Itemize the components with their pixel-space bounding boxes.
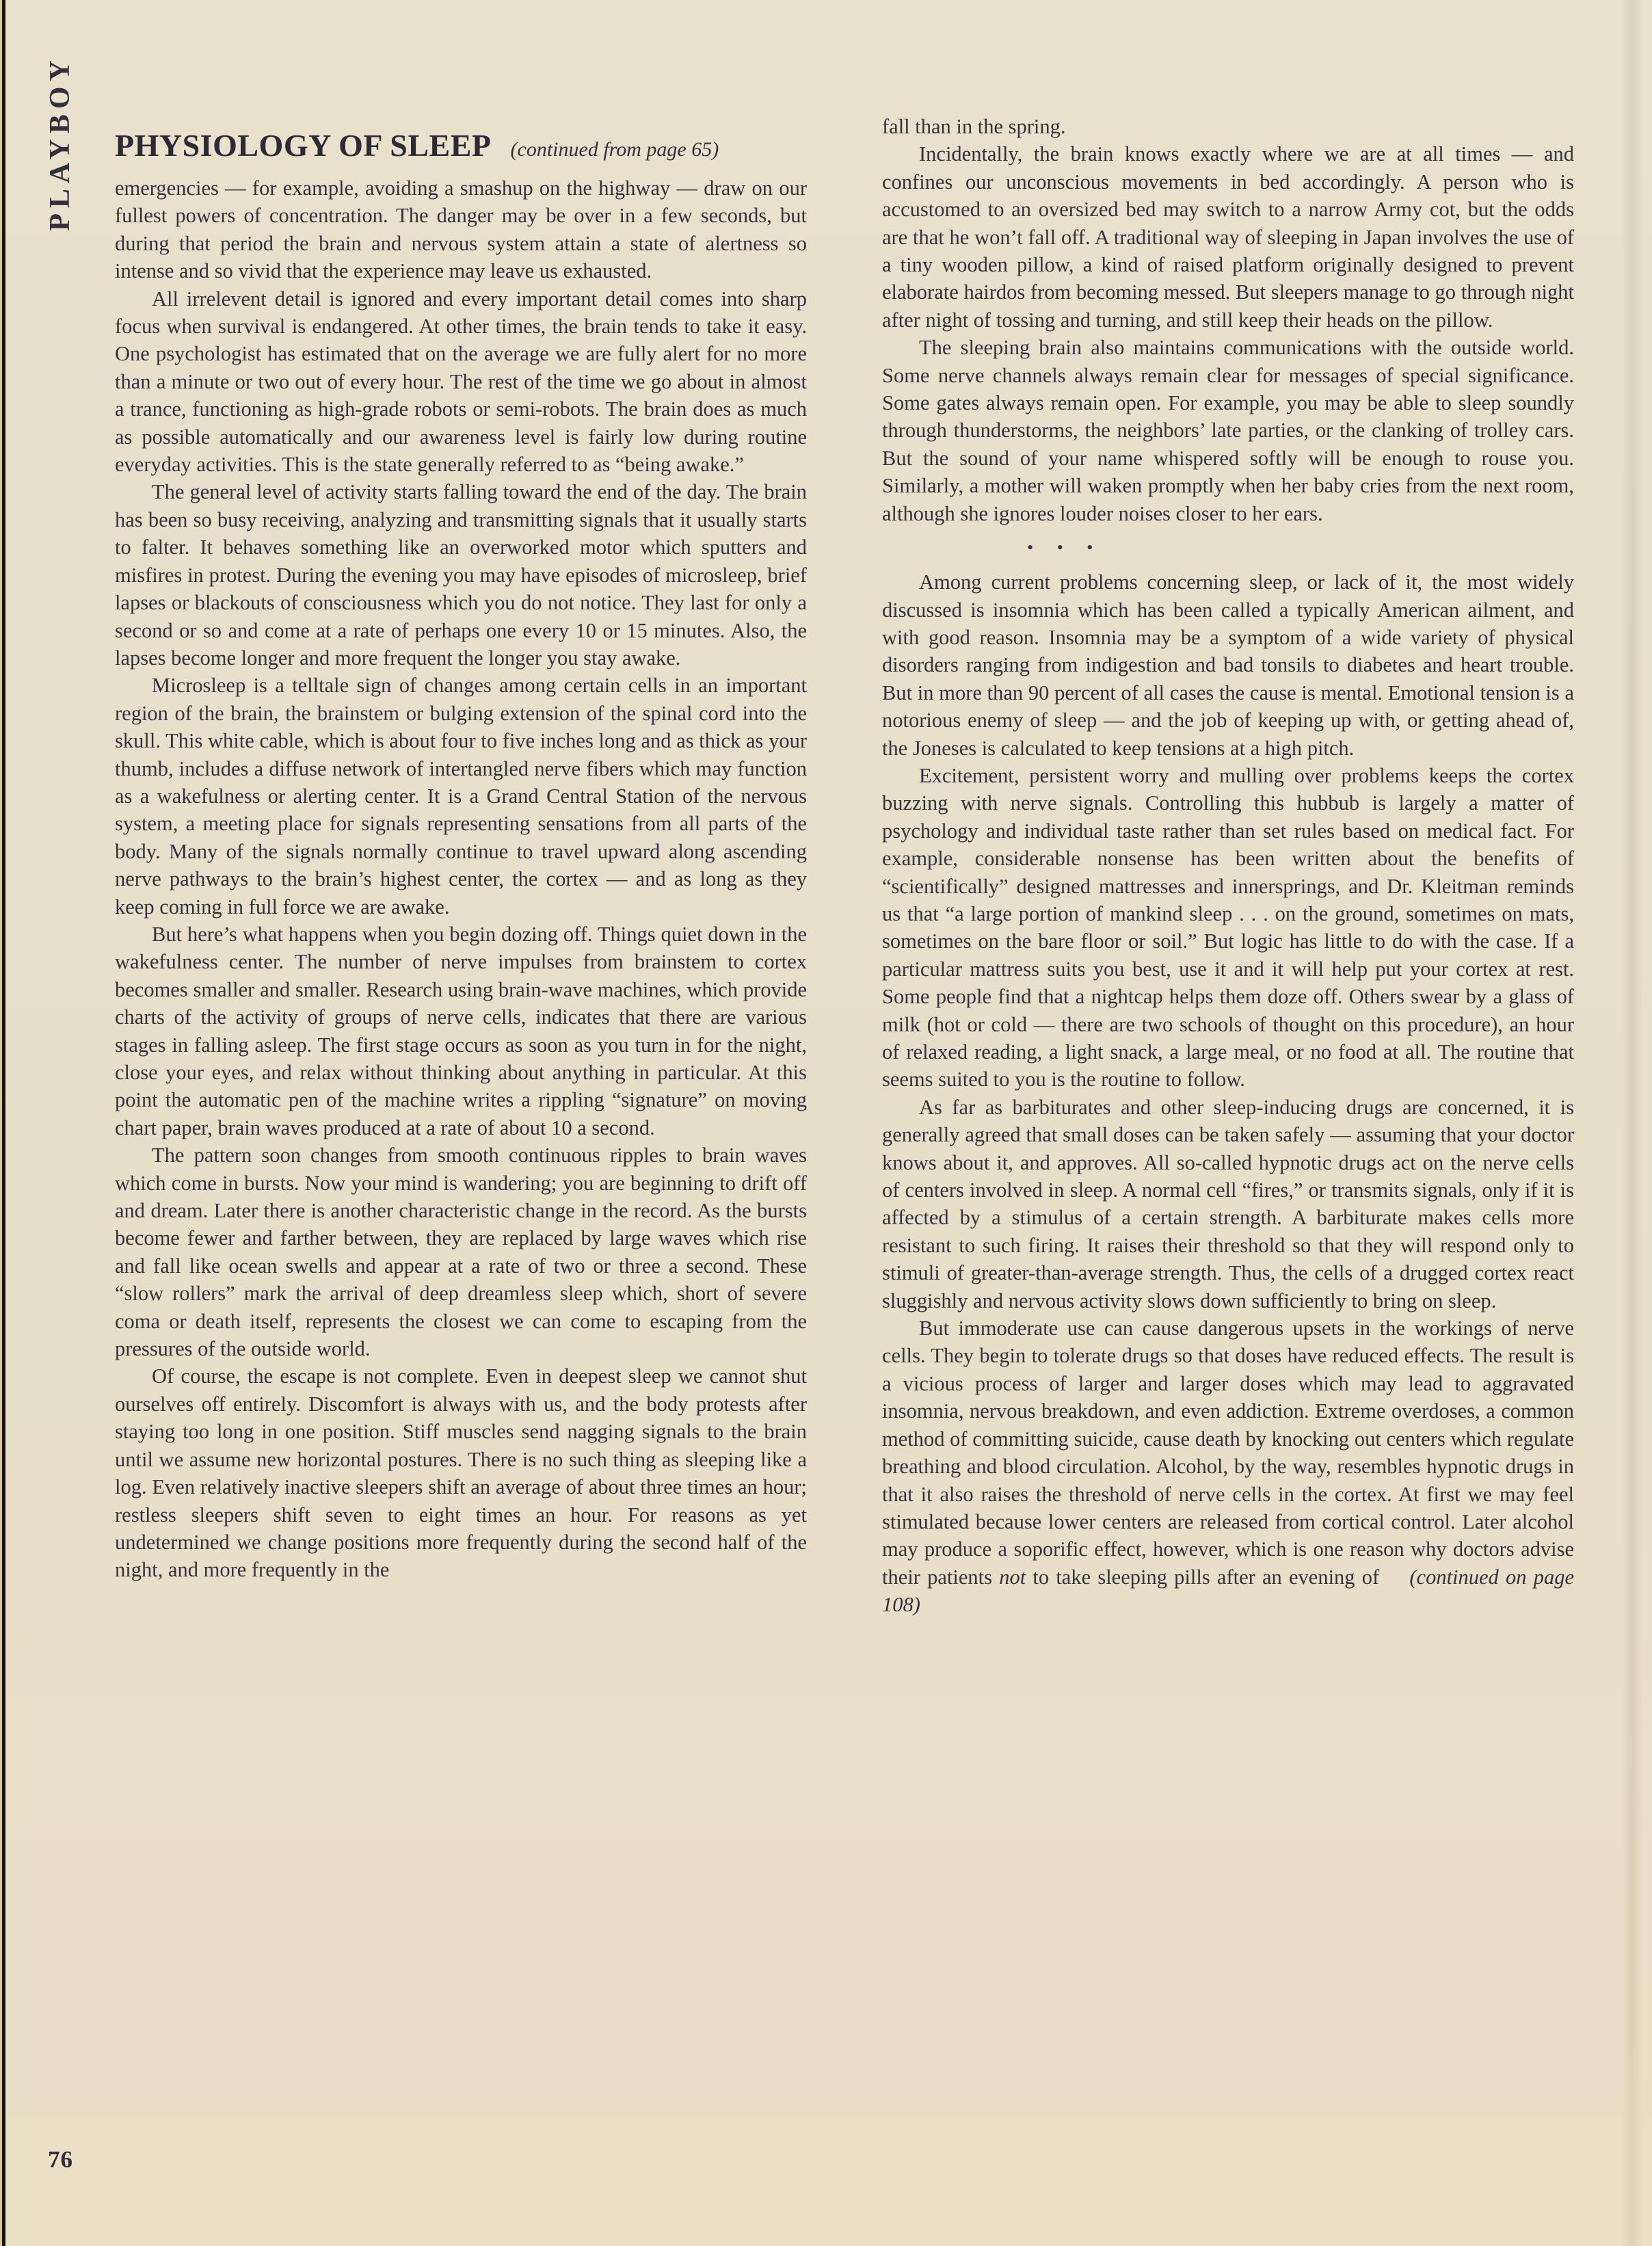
- paragraph: Among current problems concerning sleep, or lack of it, the most widely discussed is insomnia which has been called a typically American ailment, and with good reason. Insomnia may be a symptom of a wide variety of physical disorders ranging from indigestion and bad tonsils to diabetes and heart trouble. But in more than 90 percent of all cases the cause is mental. Emotional tension is a notorious enemy of sleep — and the job of keeping up with, or getting ahead of, the Joneses is calculated to keep tensions at a high pitch.: [882, 570, 1574, 760]
- paragraph: Excitement, persistent worry and mulling over problems keeps the cortex buzzing with nerve signals. Controlling this hubbub is largely a matter of psychology and individual taste rather than set rules based on medical fact. For example, considerable nonsense has been written about the benefits of “scientifically” designed mattresses and innersprings, and Dr. Kleitman reminds us that “a large portion of mankind sleep . . . on the ground, sometimes on mats, sometimes on the bare floor or soil.” But logic has little to do with the case. If a particular mattress suits you best, use it and it will help put your cortex at rest. Some people find that a nightcap helps them doze off. Others swear by a glass of milk (hot or cold — there are two schools of thought on this procedure), an hour of relaxed reading, a light snack, a large meal, or no food at all. The routine that seems suited to you is the routine to follow.: [882, 763, 1574, 1092]
- left-column: [115, 124, 807, 1584]
- article-title: PHYSIOLOGY OF SLEEP: [115, 128, 492, 163]
- continued-on-note: (continued on page 108): [882, 1565, 1575, 1617]
- paragraph: The pattern soon changes from smooth continuous ripples to brain waves which come in bursts. Now your mind is wandering; you are beginning to drift off and dream. Later there is another characteristic change in the record. As the bursts become fewer and farther between, they are replaced by large waves which rise and fall like ocean swells and appear at a rate of two or three a second. These “slow rollers” mark the arrival of deep dreamless sleep which, short of severe coma or death itself, represents the closest we can come to escaping from the pressures of the outside world.: [115, 1144, 807, 1361]
- page-edge-shadow: [2, 0, 5, 2246]
- paragraph-text: to take sleeping pills after an evening of: [1026, 1565, 1387, 1589]
- right-column: [882, 113, 1574, 1619]
- paragraph-text: But immoderate use can cause dangerous upsets in the workings of nerve cells. They begin to tolerate drugs so that doses have reduced effects. The result is a vicious process of larger and larger doses which may lead to aggravated insomnia, nervous breakdown, and even addiction. Extreme overdoses, a common method of committing suicide, cause death by knocking out centers which regulate breathing and blood circulation. Alcohol, by the way, resembles hypnotic drugs in that it also raises the threshold of nerve cells in the cortex. At first we may feel stimulated because lower centers are released from cortical control. Later alcohol may produce a soporific effect, however, which is one reason why doctors advise their patients: [882, 1317, 1574, 1589]
- section-break-dots: • • •: [1027, 538, 1093, 558]
- paragraph: All irrelevent detail is ignored and every important detail comes into sharp focus when survival is endangered. At other times, the brain tends to take it easy. One psychologist has estimated that on the average we are fully alert for no more than a minute or two out of every hour. The rest of the time we go about in almost a trance, functioning as high-grade robots or semi-robots. The brain does as much as possible automatically and our awareness level is fairly low during routine everyday activities. This is the state generally referred to as “being awake.”: [115, 287, 807, 477]
- paragraph: Incidentally, the brain knows exactly where we are at all times — and confines our unconscious movements in bed accordingly. A person who is accustomed to an oversized bed may switch to a narrow Army cot, but the odds are that he won’t fall off. A traditional way of sleeping in Japan involves the use of a tiny wooden pillow, a kind of raised platform originally designed to prevent elaborate hairdos from becoming messed. But sleepers manage to go through night after night of tossing and turning, and still keep their heads on the pillow.: [882, 142, 1574, 332]
- paragraph: The sleeping brain also maintains communications with the outside world. Some nerve channels always remain clear for messages of special significance. Some gates always remain open. For example, you may be able to sleep soundly through thunderstorms, the neighbors’ late parties, or the clanking of trolley cars. But the sound of your name whispered softly will be enough to rouse you. Similarly, a mother will waken promptly when her baby cries from the next room, although she ignores louder noises closer to her ears.: [882, 336, 1574, 525]
- italic-word: not: [999, 1565, 1026, 1589]
- paragraph: The general level of activity starts falling toward the end of the day. The brain has been so busy receiving, analyzing and transmitting signals that it usually starts to falter. It behaves something like an overworked motor which sputters and misfires in protest. During the evening you may have episodes of microsleep, brief lapses or blackouts of consciousness which you do not notice. They last for only a second or so and come at a rate of perhaps one every 10 or 15 minutes. Also, the lapses become longer and more frequent the longer you stay awake.: [115, 480, 807, 670]
- paragraph: emergencies — for example, avoiding a smashup on the highway — draw on our fullest powers of concentration. The danger may be over in a few seconds, but during that period the brain and nervous system attain a state of alertness so intense and so vivid that the experience may leave us exhausted.: [115, 176, 807, 283]
- paragraph: As far as barbiturates and other sleep-inducing drugs are concerned, it is generally agreed that small doses can be taken safely — assuming that your doctor knows about it, and approves. All so-called hypnotic drugs act on the nerve cells of centers involved in sleep. A normal cell “fires,” or transmits signals, only if it is affected by a stimulus of a certain strength. A barbiturate makes cells more resistant to such firing. It raises their threshold so that they will respond only to stimuli of greater-than-average strength. Thus, the cells of a drugged cortex react sluggishly and nervous activity slows down sufficiently to bring on sleep.: [882, 1095, 1574, 1312]
- paragraph: Microsleep is a telltale sign of changes among certain cells in an important region of the brain, the brainstem or bulging extension of the spinal cord into the skull. This white cable, which is about four to five inches long and as thick as your thumb, includes a diffuse network of intertangled nerve fibers which may function as a wakefulness or alerting center. It is a Grand Central Station of the nervous system, a meeting place for signals representing sensations from all parts of the body. Many of the signals normally continue to travel upward along ascending nerve pathways to the brain’s highest center, the cortex — and as long as they keep coming in full force we are awake.: [115, 674, 807, 919]
- vertical-brand: [41, 44, 79, 242]
- article-headline: [115, 124, 807, 168]
- continued-from-note: (continued from page 65): [510, 138, 719, 161]
- paragraph: Of course, the escape is not complete. Even in deepest sleep we cannot shut ourselves off entirely. Discomfort is always with us, and the body protests after staying too long in one position. Stiff muscles send nagging signals to the brain until we assume new horizontal postures. There is no such thing as sleeping like a log. Even relatively inactive sleepers shift an average of about three times an hour; restless sleepers shift seven to eight times an hour. For reasons as yet undetermined we change positions more frequently during the second half of the night, and more frequently in the: [115, 1364, 807, 1582]
- page-number: 76: [48, 2146, 73, 2173]
- brand-text: PLAYBOY: [44, 55, 76, 231]
- paragraph: But here’s what happens when you begin dozing off. Things quiet down in the wakefulness center. The number of nerve impulses from brainstem to cortex becomes smaller and smaller. Research using brain-wave machines, which provide charts of the activity of groups of nerve cells, indicates that there are various stages in falling asleep. The first stage occurs as soon as you turn in for the night, close your eyes, and relax without thinking about anything in particular. At this point the automatic pen of the machine writes a rippling “signature” on moving chart paper, brain waves produced at a rate of about 10 a second.: [115, 922, 807, 1139]
- paragraph-last: [882, 1314, 1574, 1618]
- page-crease: [1622, 0, 1642, 2246]
- paragraph: fall than in the spring.: [882, 115, 1066, 138]
